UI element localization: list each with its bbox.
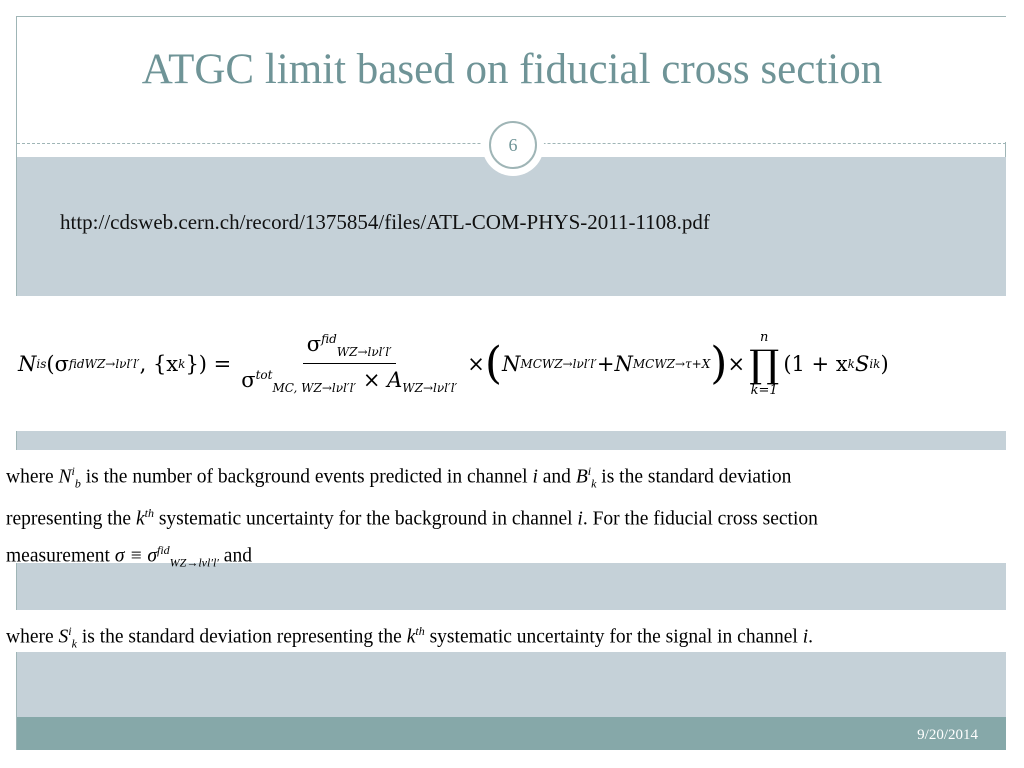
text1-nb-sup: i xyxy=(71,464,75,478)
eq-n2: N xyxy=(614,351,633,376)
eq-n2-sub: WZ→τ+X xyxy=(654,356,711,371)
text1-k: k xyxy=(135,508,145,530)
eq-lhs-args-tail: , {x xyxy=(139,351,179,376)
eq-lhs-args-sup: fid xyxy=(68,356,85,371)
eq-lhs-args-sub: WZ→lνl′l′ xyxy=(84,356,140,371)
eq-term-s-sup: i xyxy=(869,356,874,371)
slide-date: 9/20/2014 xyxy=(917,727,978,743)
eq-term-sub: k xyxy=(847,356,855,371)
equation-image xyxy=(0,296,1024,431)
signal-definition-image xyxy=(0,610,1024,652)
text2-c: systematic uncertainty for the signal in channel xyxy=(424,626,803,648)
eq-num-sym: σ xyxy=(306,331,322,356)
eq-lhs-sub: s xyxy=(40,356,47,371)
text1-bk-sup: i xyxy=(587,464,592,478)
eq-lhs-n: N xyxy=(18,351,37,376)
text1-l1d: is the standard deviation xyxy=(596,466,792,488)
eq-den-mid-sub: WZ→lνl′l′ xyxy=(402,381,458,396)
text1-sigma-sup: fid xyxy=(157,542,170,557)
eq-right-paren: ) xyxy=(710,337,728,389)
text1-sigma: σ ≡ σ xyxy=(114,545,157,567)
eq-n1: N xyxy=(502,351,521,376)
text2-s-sup: i xyxy=(68,624,72,638)
eq-term-s: S xyxy=(854,351,870,376)
slide-title: ATGC limit based on fiducial cross section xyxy=(141,46,883,93)
eq-times-2: × xyxy=(727,351,746,376)
text1-nb-sub: b xyxy=(74,476,81,491)
text1-line2 xyxy=(6,498,1006,535)
background-definition-image xyxy=(0,450,1010,570)
text2-k: k xyxy=(406,626,416,648)
text1-l3b: and xyxy=(218,545,252,567)
text1-line3 xyxy=(6,535,1006,577)
text1-l2a: representing the xyxy=(6,508,136,530)
signal-definition-text xyxy=(6,616,1021,658)
text2-b: is the standard deviation representing the xyxy=(76,626,407,648)
text1-bk: B xyxy=(575,466,588,488)
text2-s-sub: k xyxy=(71,636,77,651)
eq-lhs-end: }) = xyxy=(185,351,232,376)
eq-term-end: ) xyxy=(880,351,889,376)
text1-bk-sub: k xyxy=(591,476,597,491)
eq-den-mid: × A xyxy=(356,368,403,392)
eq-num-sub: WZ→lνl′l′ xyxy=(336,345,392,359)
eq-fraction xyxy=(237,332,461,395)
slide-number: 6 xyxy=(489,121,537,169)
eq-lhs-args-tail-sub: k xyxy=(178,356,186,371)
text2-th: th xyxy=(415,624,425,638)
text2-s: S xyxy=(58,626,69,648)
eq-denominator xyxy=(237,364,461,395)
text1-l3a: measurement xyxy=(6,545,115,567)
footer-bar xyxy=(17,717,1006,750)
eq-prod-sym: ∏ xyxy=(749,341,780,386)
text1-sigma-sub: WZ→lνl′l′ xyxy=(169,555,219,570)
eq-product xyxy=(749,330,779,398)
eq-term-s-sub: k xyxy=(873,356,881,371)
eq-n2-sup: MC xyxy=(632,356,655,371)
text1-i1: i xyxy=(532,466,538,488)
eq-n1-sub: WZ→lνl′l′ xyxy=(541,356,597,371)
eq-prod-bottom: k=1 xyxy=(750,382,778,398)
text1-l1c: and xyxy=(537,466,576,488)
background-definition-text xyxy=(6,456,1006,577)
text2-d: . xyxy=(808,626,813,648)
text1-i2: i xyxy=(577,508,583,530)
text1-l2c: . For the fiducial cross section xyxy=(582,508,818,530)
text1-l1b: is the number of background events predicted in channel xyxy=(80,466,533,488)
eq-den-sup: tot xyxy=(255,368,273,382)
eq-left-paren: ( xyxy=(484,337,503,389)
eq-n1-sup: MC xyxy=(520,356,542,371)
signal-yield-equation xyxy=(18,306,889,421)
text1-line1 xyxy=(6,456,1006,498)
eq-prod-top: n xyxy=(760,329,769,345)
eq-lhs-args: (σ xyxy=(46,351,69,376)
eq-den-sym: σ xyxy=(241,368,256,392)
eq-term: (1 + x xyxy=(783,351,848,376)
eq-num-sup: fid xyxy=(321,331,337,346)
text1-l2b: systematic uncertainty for the background in channel xyxy=(153,508,578,530)
reference-url[interactable]: http://cdsweb.cern.ch/record/1375854/files/ATL-COM-PHYS-2011-1108.pdf xyxy=(60,210,710,234)
text1-th: th xyxy=(144,506,154,521)
eq-plus: + xyxy=(596,351,615,376)
eq-lhs-sup: i xyxy=(36,356,41,371)
eq-times-1: × xyxy=(467,351,485,376)
text2-i: i xyxy=(802,626,809,648)
eq-numerator xyxy=(303,332,396,364)
text1-nb: N xyxy=(58,466,72,488)
text2-a: where xyxy=(6,626,59,648)
eq-den-sub: MC, WZ→lνl′l′ xyxy=(272,381,357,396)
text1-l1a: where xyxy=(6,466,59,488)
